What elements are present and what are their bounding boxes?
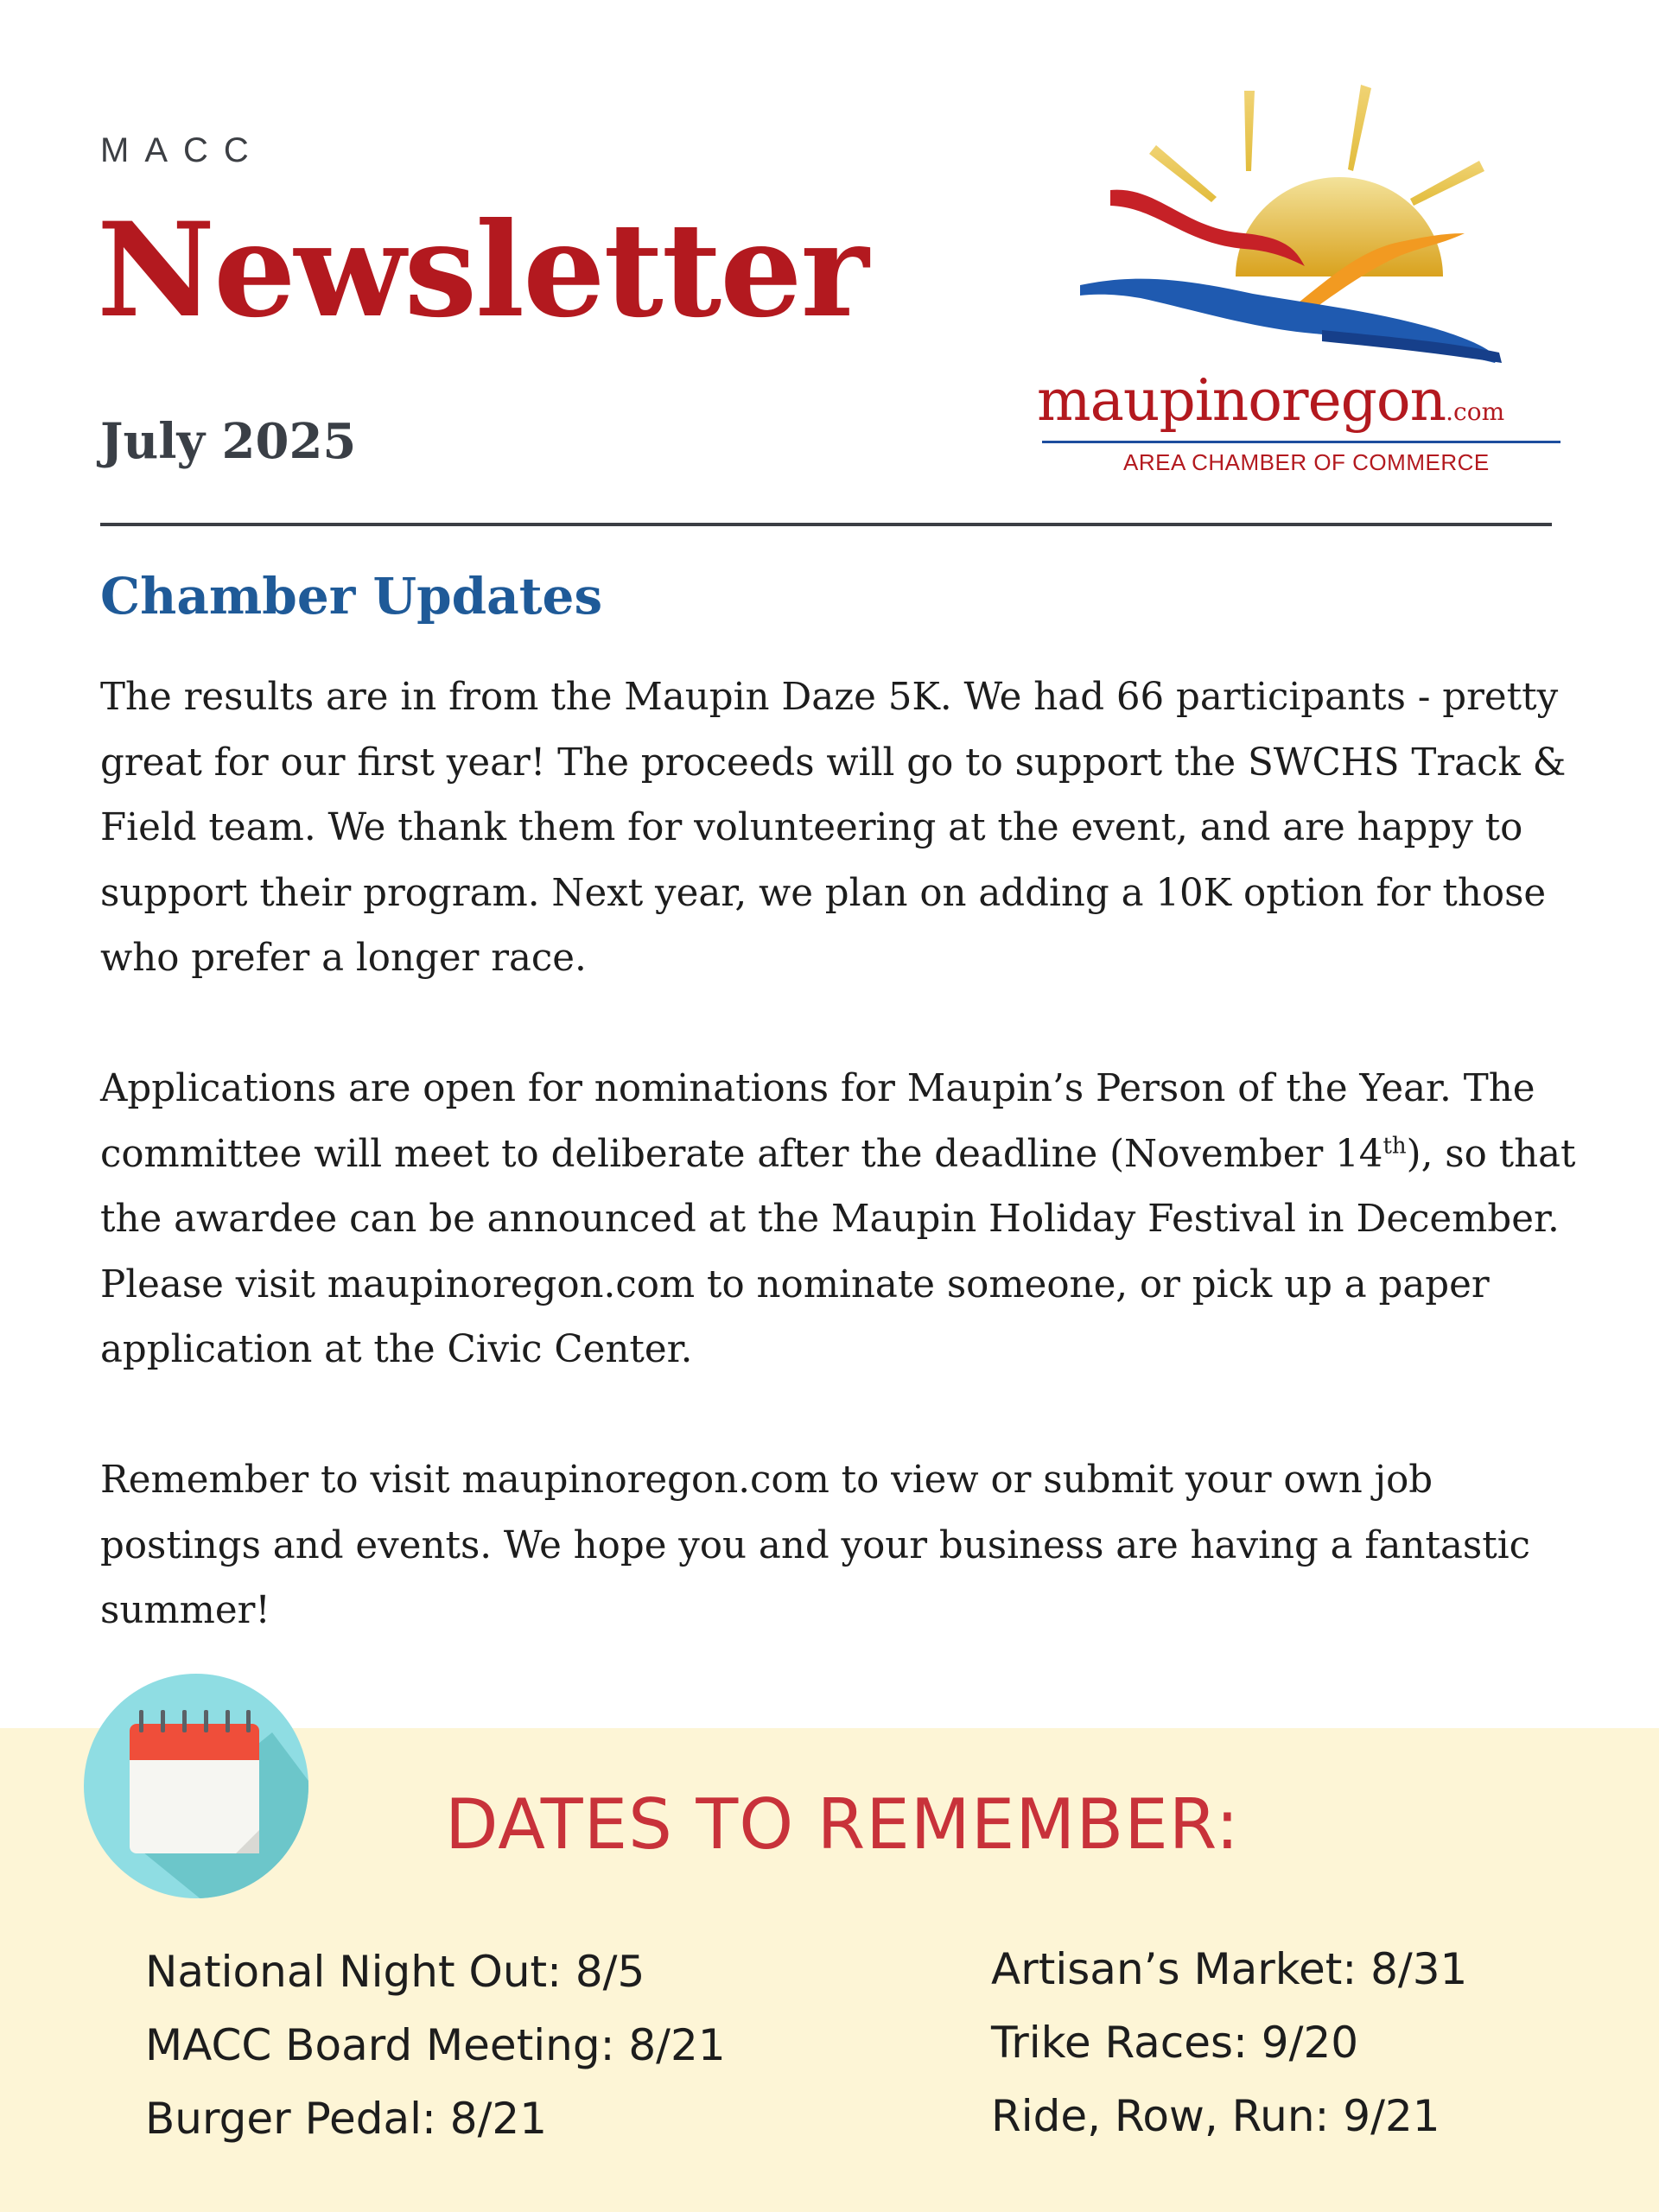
date-item: Ride, Row, Run: 9/21 xyxy=(991,2091,1440,2141)
issue-date: July 2025 xyxy=(100,413,357,470)
header-divider xyxy=(100,523,1552,526)
date-item: Trike Races: 9/20 xyxy=(991,2018,1359,2068)
chamber-logo xyxy=(1028,78,1581,484)
paragraph-person-of-year-part1: Applications are open for nominations for Maupin’s Person of the Year. The committee will meet to deliberate after the deadline (November 14 xyxy=(100,1067,1535,1176)
date-item: MACC Board Meeting: 8/21 xyxy=(145,2020,726,2070)
logo-wordmark-tld: .com xyxy=(1446,397,1505,426)
logo-wordmark xyxy=(1037,367,1504,434)
paragraph-5k-results: The results are in from the Maupin Daze 5K. We had 66 participants - pretty great for our first year! The proceeds will go to support the SWCHS Track & Field team. We thank them for volunteering at the event, and are happy to support their program. Next year, we plan on adding a 10K option for those who prefer a longer race. xyxy=(100,676,1567,980)
date-item: Artisan’s Market: 8/31 xyxy=(991,1944,1468,1994)
dates-heading: DATES TO REMEMBER: xyxy=(445,1784,1240,1865)
dates-list-right xyxy=(991,1933,1467,2153)
logo-subtitle: AREA CHAMBER OF COMMERCE xyxy=(1123,449,1490,475)
paragraph-job-postings: Remember to visit maupinoregon.com to view or submit your own job postings and events. We hope you and your business are having a fantastic summer! xyxy=(100,1459,1530,1632)
date-item: Burger Pedal: 8/21 xyxy=(145,2094,548,2144)
ordinal-suffix: th xyxy=(1382,1133,1407,1159)
date-item: National Night Out: 8/5 xyxy=(145,1947,645,1997)
section-heading: Chamber Updates xyxy=(100,567,603,626)
paragraph-person-of-year-part2: ), so that the awardee can be announced at the Maupin Holiday Festival in December. Please visit maupinoregon.com to nominate someone, or pick up a paper application at the Civic Center. xyxy=(100,1132,1576,1371)
organization-label: MACC xyxy=(100,131,264,169)
article-body xyxy=(100,665,1586,1709)
sun-river-logo-art xyxy=(1028,78,1581,372)
newsletter-title: Newsletter xyxy=(97,194,868,346)
calendar-icon xyxy=(82,1672,311,1901)
logo-underline xyxy=(1042,441,1560,443)
dates-list-left xyxy=(145,1936,726,2156)
paragraph-person-of-year xyxy=(100,1057,1586,1383)
logo-wordmark-main: maupinoregon xyxy=(1037,367,1446,434)
